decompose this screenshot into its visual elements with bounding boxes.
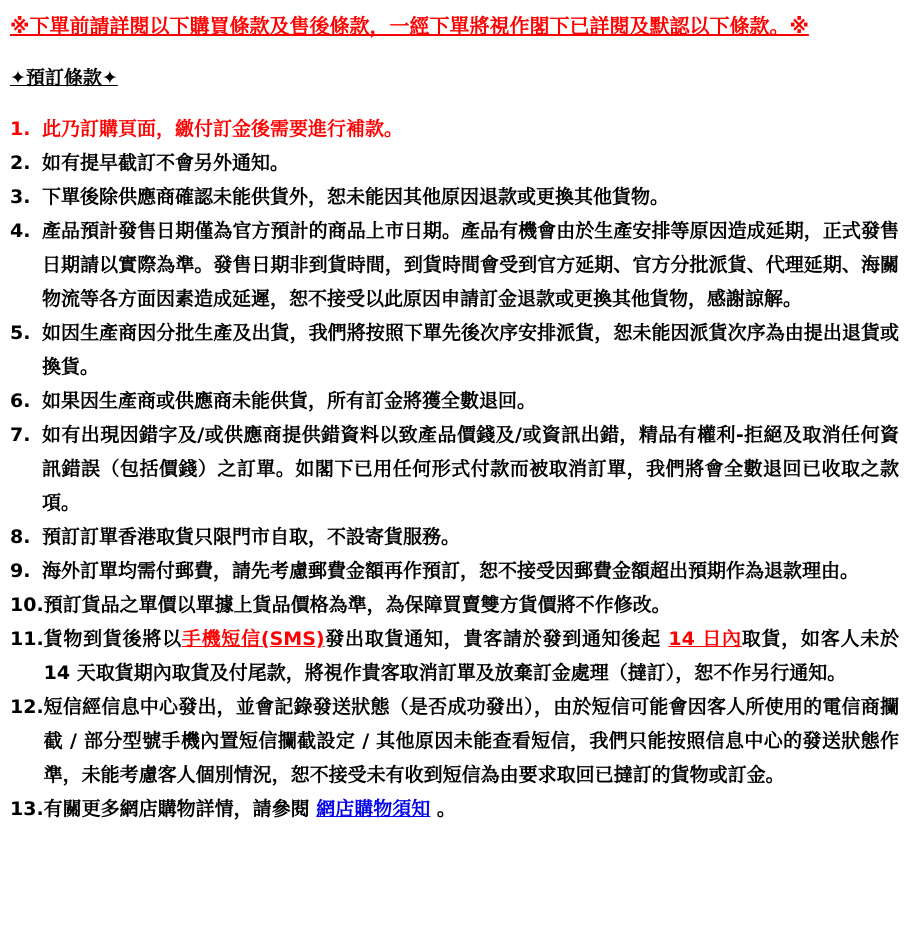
term-number: 10. [10,594,44,616]
section-heading: ✦預訂條款✦ [10,67,118,89]
term-item-1 [10,112,899,146]
term-text: 短信經信息中心發出，並會記錄發送狀態（是否成功發出），由於短信可能會因客人所使用的電信商攔截 / 部分型號手機內置短信攔截設定 / 其他原因未能查看短信，我們只能按照信息中心的發送狀態作準，未能考慮客人個別情況，恕不接受未有收到短信為由要求取回已撻訂的貨物或訂金。 [43,696,899,786]
shop-guide-link[interactable]: 網店購物須知 [316,798,431,820]
term-number: 8. [10,526,31,548]
term-number: 3. [10,186,31,208]
term-text-segment: 取貨，如客人未於 14 天取貨期內取貨及付尾款，將視作貴客取消訂單及放棄訂金處理（撻訂），恕不作另行通知。 [43,628,899,684]
term-number: 11. [10,628,44,650]
term-number: 13. [10,798,44,820]
term-item-12 [10,690,899,792]
term-text: 此乃訂購頁面，繳付訂金後需要進行補款。 [42,118,404,140]
term-text [44,622,899,690]
term-item-5 [10,316,899,384]
term-number: 5. [10,322,31,344]
term-item-6 [10,384,899,418]
term-number: 6. [10,390,31,412]
term-text: 如因生產商因分批生產及出貨，我們將按照下單先後次序安排派貨，恕未能因派貨次序為由提出退貨或換貨。 [42,322,899,378]
term-item-8 [10,520,899,554]
term-number: 9. [10,560,31,582]
term-text-segment: 貨物到貨後將以 [43,628,182,650]
term-text: 預訂貨品之單價以單據上貨品價格為準，為保障買賣雙方貨價將不作修改。 [43,594,671,616]
term-text: 產品預計發售日期僅為官方預計的商品上市日期。產品有機會由於生產安排等原因造成延期，正式發售日期請以實際為準。發售日期非到貨時間，到貨時間會受到官方延期、官方分批派貨、代理延期、海關物流等各方面因素造成延遲，恕不接受以此原因申請訂金退款或更換其他貨物，感謝諒解。 [42,220,899,310]
term-item-4 [10,214,899,316]
term-number: 1. [10,118,31,140]
term-item-11 [10,622,899,690]
term-number: 12. [10,696,44,718]
term-text: 如有出現因錯字及/或供應商提供錯資料以致產品價錢及/或資訊出錯，精品有權利-拒絕及取消任何資訊錯誤（包括價錢）之訂單。如閣下已用任何形式付款而被取消訂單，我們將會全數退回已收取之款項。 [42,424,899,514]
term-text-segment: 。 [430,798,456,820]
term-number: 7. [10,424,31,446]
term-item-2 [10,146,899,180]
term-item-3 [10,180,899,214]
term-number: 4. [10,220,31,242]
term-text: 海外訂單均需付郵費，請先考慮郵費金額再作預訂，恕不接受因郵費金額超出預期作為退款理由。 [42,560,860,582]
term-item-13 [10,792,899,826]
term-text: 如有提早截訂不會另外通知。 [42,152,290,174]
pickup-deadline-highlight: 14 日內 [668,628,742,650]
term-text: 如果因生產商或供應商未能供貨，所有訂金將獲全數退回。 [42,390,537,412]
term-text: 下單後除供應商確認未能供貨外，恕未能因其他原因退款或更換其他貨物。 [42,186,670,208]
term-item-9 [10,554,899,588]
term-text [44,792,899,826]
sms-notice-highlight: 手機短信(SMS) [181,628,325,650]
page-title: ※下單前請詳閱以下購買條款及售後條款，一經下單將視作閣下已詳閱及默認以下條款。※ [10,14,809,38]
term-item-10 [10,588,899,622]
term-text-segment: 有關更多網店購物詳情，請參閱 [43,798,317,820]
term-number: 2. [10,152,31,174]
term-text: 預訂訂單香港取貨只限門市自取，不設寄貨服務。 [42,526,461,548]
terms-list [10,112,899,826]
term-item-7 [10,418,899,520]
term-text-segment: 發出取貨通知，貴客請於發到通知後起 [324,628,669,650]
